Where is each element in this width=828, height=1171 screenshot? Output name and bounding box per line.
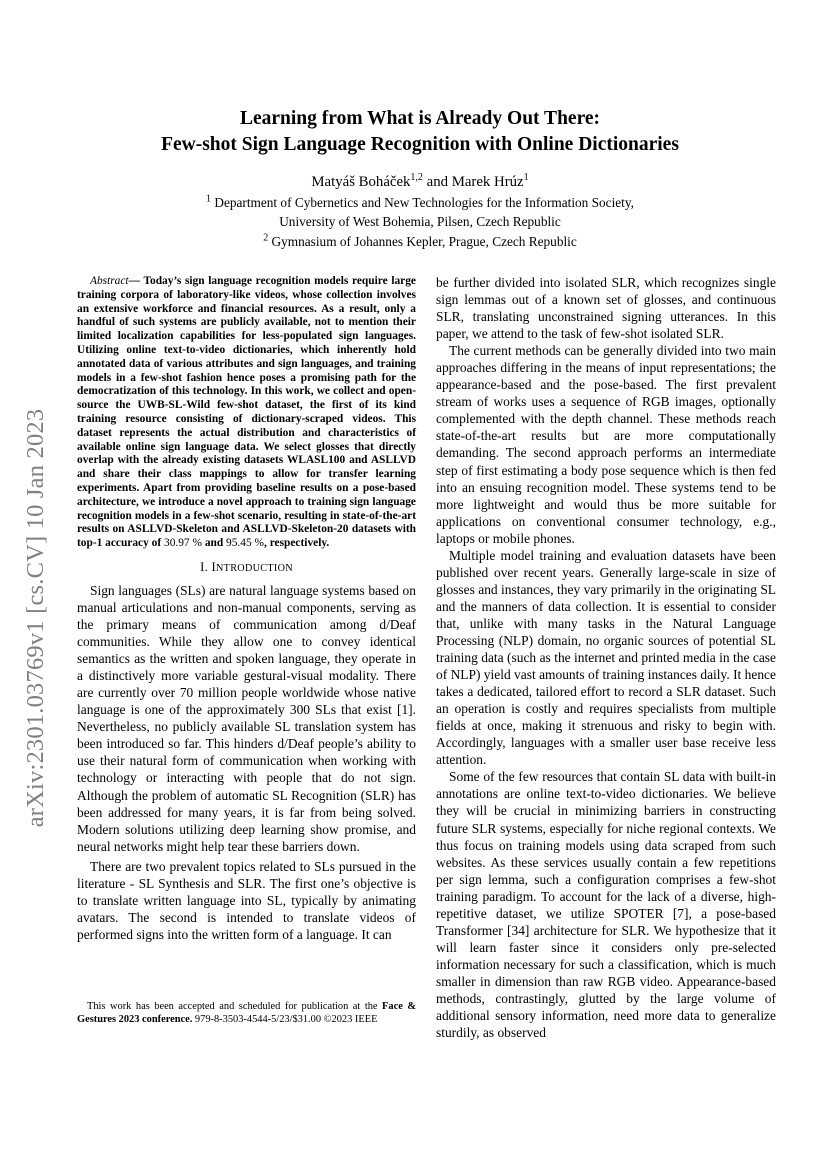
affiliation-1-line-2: University of West Bohemia, Pilsen, Czech Republic xyxy=(279,214,561,230)
section-heading-introduction xyxy=(77,560,416,575)
abstract-accuracy-1: 30.97 % xyxy=(164,537,202,550)
paper-title xyxy=(60,106,780,158)
left-column xyxy=(77,275,416,943)
title-line-1: Learning from What is Already Out There: xyxy=(239,108,601,129)
intro-paragraph-2: There are two prevalent topics related to SLs pursued in the literature - SL Synthesis and SLR. The first one’s objective is to translate written language into SL, typically by animating avatars. The second is intended to translate videos of performed signs into the written form of a language. It can xyxy=(77,858,416,942)
author-2-name: Marek Hrúz xyxy=(451,174,524,190)
abstract-text-1: — Today’s sign language recognition models require large training corpora of laboratory-like videos, whose collection involves an extensive workforce and financial resources. As a result, only a handful of such systems are publicly available, not to mention their limited localization capabilities for less-populated sign languages. Utilizing online text-to-video dictionaries, which inherently hold annotated data of various attributes and sign languages, and training models in a few-shot fashion hence poses a promising path for the democratization of this technology. In this work, we collect and open-source the UWB-SL-Wild few-shot dataset, the first of its kind training resource consisting of dictionary-scraped videos. This dataset represents the actual distribution and characteristics of available online sign language data. We select glosses that directly overlap with the already existing datasets WLASL100 and ASLLVD and share their class mappings to allow for transfer learning experiments. Apart from providing baseline results on a pose-based architecture, we introduce a novel approach to training sign language recognition models in a few-shot scenario, resulting in state-of-the-art results on ASLLVD-Skeleton and ASLLVD-Skeleton-20 datasets with top-1 accuracy of xyxy=(77,275,416,550)
footnote-conference: Face & Gestures 2023 conference. xyxy=(77,1001,416,1026)
abstract-text-3: , respectively. xyxy=(264,537,330,550)
author-list xyxy=(60,173,780,191)
section-title-initial: I xyxy=(211,559,217,574)
right-column xyxy=(436,274,776,1041)
author-2-affiliation-marker: 1 xyxy=(523,172,529,184)
arxiv-identifier-text: arXiv:2301.03769v1 [cs.CV] 10 Jan 2023 xyxy=(22,408,49,828)
arxiv-side-identifier xyxy=(14,368,58,868)
section-numeral: I. xyxy=(200,559,212,574)
abstract-label: Abstract xyxy=(90,275,129,287)
author-1-name: Matyáš Boháček xyxy=(311,174,411,190)
affiliation-1-text: Department of Cybernetics and New Technologies for the Information Society, xyxy=(211,195,634,210)
footnote-text-2: 979-8-3503-4544-5/23/$31.00 ©2023 IEEE xyxy=(192,1014,378,1026)
section-title-rest: NTRODUCTION xyxy=(216,562,293,574)
right-paragraph-3: Multiple model training and evaluation datasets have been published over recent years. Generally large-scale in size of glosses and instances, they vary primarily in the originating SL and the manners of data collection. It is essential to consider that, unlike with many tasks in the Natural Language Processing (NLP) domain, no organic sources of potential SL training data (such as the internet and printed media in the case of NLP) yield vast amounts of training instances daily. It hence takes a dedicated, tailored effort to record a SLR dataset. Such an operation is costly and requires specialists from multiple fields at once, making it strenuous and risky to begin with. Accordingly, languages with a smaller user base receive less attention. xyxy=(436,547,776,768)
abstract-text-2: and xyxy=(201,537,227,550)
affiliation-2-marker: 2 xyxy=(263,232,269,244)
author-1-affiliation-marker: 1,2 xyxy=(410,172,423,184)
affiliation-1-marker: 1 xyxy=(206,193,212,205)
right-paragraph-2: The current methods can be generally divided into two main approaches differing in the means of input representations; the appearance-based and the pose-based. The first prevalent stream of works uses a sequence of RGB images, optionally complemented with the depth channel. These methods reach state-of-the-art results but are more computationally demanding. The second approach performs an intermediate step of first estimating a body pose sequence which is then fed into an ensuing recognition model. These systems tend to be more lightweight and would thus be more suitable for applications on conventional consumer technology, e.g., laptops or mobile phones. xyxy=(436,343,776,546)
right-paragraph-4: Some of the few resources that contain SL data with built-in annotations are online text-to-video dictionaries. We believe they will be crucial in minimizing barriers in constructing future SLR systems, especially for niche regional contexts. We thus focus on training models using data scraped from such websites. As these services usually contain a few repetitions per sign lemma, such a configuration comprises a few-shot training paradigm. To account for the lack of a diverse, high-repetitive dataset, we utilize SPOTER [7], a pose-based Transformer [34] architecture for SLR. We hypothesize that it will learn faster since it considers only pre-selected information necessary for such a classification, which is much smaller in dimension than raw RGB video. Appearance-based methods, contrastingly, glutted by the large volume of additional sensory information, need more data to generalize sturdily, as observed xyxy=(436,769,776,1041)
affiliation-2-text: Gymnasium of Johannes Kepler, Prague, Czech Republic xyxy=(268,233,577,249)
affiliation-2-line-1 xyxy=(60,232,780,251)
right-paragraph-1: be further divided into isolated SLR, which recognizes single sign lemmas out of a known set of glosses, and continuous SLR, translating unconstrained signing utterances. In this paper, we attend to the task of few-shot isolated SLR. xyxy=(436,275,776,342)
abstract xyxy=(77,275,416,551)
affiliation-1-line-1 xyxy=(60,193,780,212)
abstract-accuracy-2: 95.45 % xyxy=(226,537,264,550)
affiliations xyxy=(60,193,780,251)
footnote-text-1: This work has been accepted and scheduled for publication at the xyxy=(87,1001,383,1012)
title-line-2: Few-shot Sign Language Recognition with Online Dictionaries xyxy=(161,134,679,155)
author-conjunction: and xyxy=(422,174,452,190)
intro-paragraph-1: Sign languages (SLs) are natural language systems based on manual articulations and non-manual components, serving as the primary means of communication among d/Deaf communities. While they allow one to convey identical semantics as the written and spoken language, they operate in a distinctively more variable gestural-visual modality. There are currently over 70 million people worldwide whose native language is one of the approximately 300 SLs that exist [1]. Nevertheless, no publicly available SL translation system has been introduced so far. This hinders d/Deaf people’s ability to use their natural form of communication when working with technology or interacting with people that do not sign. Although the problem of automatic SL Recognition (SLR) has been addressed for many years, it is far from being solved. Modern solutions utilizing deep learning show promise, and neural networks might help tear these barriers down. xyxy=(77,582,416,854)
publication-footnote xyxy=(77,1000,416,1026)
